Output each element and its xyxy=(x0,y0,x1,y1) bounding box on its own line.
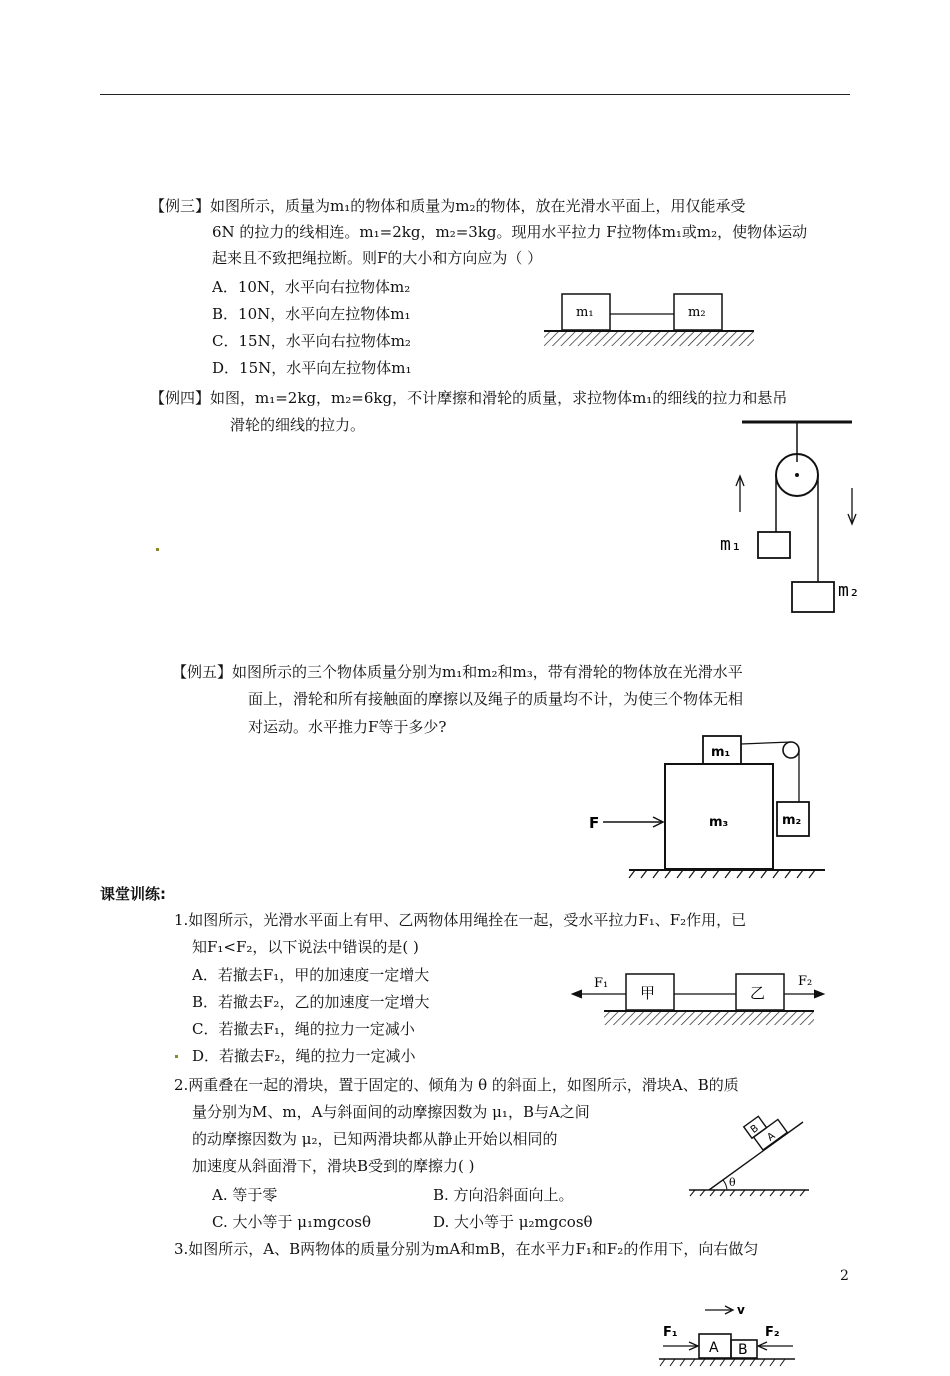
scan-dot xyxy=(175,1055,178,1058)
ex3-line3: 起来且不致把绳拉断。则F的大小和方向应为（ ） xyxy=(212,249,543,267)
q3-fig-a: A xyxy=(709,1340,719,1356)
ex3-figure xyxy=(540,290,760,352)
q2-line1: 2.两重叠在一起的滑块，置于固定的、倾角为 θ 的斜面上，如图所示，滑块A、B的质 xyxy=(174,1076,739,1094)
q1-line1: 1.如图所示，光滑水平面上有甲、乙两物体用绳拴在一起，受水平拉力F₁、F₂作用，已 xyxy=(174,911,747,929)
q2-fig-b: B xyxy=(748,1122,761,1136)
q1-option-d: D．若撤去F₂，绳的拉力一定减小 xyxy=(192,1047,416,1065)
q2-incline-figure xyxy=(685,1100,815,1200)
ex5-line1: 【例五】如图所示的三个物体质量分别为m₁和m₂和m₃，带有滑轮的物体放在光滑水平 xyxy=(172,663,743,681)
q2-option-c: C. 大小等于 μ₁mgcosθ xyxy=(212,1213,371,1231)
training-heading: 课堂训练: xyxy=(100,885,166,903)
q1-option-a: A．若撤去F₁，甲的加速度一定增大 xyxy=(192,966,430,984)
q2-option-d: D. 大小等于 μ₂mgcosθ xyxy=(433,1213,593,1231)
ex3-option-c: C．15N，水平向右拉物体m₂ xyxy=(212,332,411,350)
q3-fig-v: v xyxy=(737,1303,745,1317)
ex4-fig-m2: m₂ xyxy=(838,580,860,601)
ex5-line2: 面上，滑轮和所有接触面的摩擦以及绳子的质量均不计，为使三个物体无相 xyxy=(248,690,744,708)
q1-fig-yi: 乙 xyxy=(750,984,766,1002)
ex5-line3: 对运动。水平推力F等于多少? xyxy=(248,718,447,736)
ex5-fig-m1: m₁ xyxy=(711,745,731,760)
q2-line2: 量分别为M、m，A与斜面间的动摩擦因数为 μ₁，B与A之间 xyxy=(192,1103,590,1121)
ex3-line1: 【例三】如图所示，质量为m₁的物体和质量为m₂的物体，放在光滑水平面上，用仅能承受 xyxy=(150,197,746,215)
page-number: 2 xyxy=(840,1268,849,1284)
q2-fig-a: A xyxy=(765,1130,778,1144)
q1-fig-f2: F₂ xyxy=(798,974,813,989)
q3-figure xyxy=(655,1300,800,1370)
q2-fig-theta: θ xyxy=(729,1176,736,1189)
q2-line3: 的动摩擦因数为 μ₂，已知两滑块都从静止开始以相同的 xyxy=(192,1130,558,1148)
q3-fig-b: B xyxy=(738,1342,748,1358)
q2-line4: 加速度从斜面滑下，滑块B受到的摩擦力( ) xyxy=(192,1157,475,1175)
ex3-option-d: D．15N，水平向左拉物体m₁ xyxy=(212,359,412,377)
ex5-fig-m2: m₂ xyxy=(782,813,802,828)
ex4-fig-m1: m₁ xyxy=(720,534,742,555)
ex4-pulley-figure xyxy=(720,412,880,622)
ex3-option-a: A．10N，水平向右拉物体m₂ xyxy=(212,278,411,296)
ex3-option-b: B．10N，水平向左拉物体m₁ xyxy=(212,305,411,323)
ex3-line2: 6N 的拉力的线相连。m₁=2kg，m₂=3kg。现用水平拉力 F拉物体m₁或m₂，使物体运动 xyxy=(212,223,808,241)
q3-fig-f2: F₂ xyxy=(765,1325,780,1340)
ex3-fig-m1: m₁ xyxy=(576,305,594,320)
q1-option-b: B．若撤去F₂，乙的加速度一定增大 xyxy=(192,993,430,1011)
scan-dot xyxy=(156,548,159,551)
ex5-fig-f: F xyxy=(589,814,600,832)
header-rule xyxy=(100,94,850,95)
q1-figure xyxy=(568,968,830,1032)
q1-line2: 知F₁<F₂，以下说法中错误的是( ) xyxy=(192,938,419,956)
q3-line1: 3.如图所示，A、B两物体的质量分别为mA和mB，在水平力F₁和F₂的作用下，向右做匀 xyxy=(174,1240,759,1258)
ex5-fig-m3: m₃ xyxy=(709,815,729,830)
ex4-line1: 【例四】如图，m₁=2kg，m₂=6kg，不计摩擦和滑轮的质量，求拉物体m₁的细线的拉力和悬吊 xyxy=(150,389,788,407)
q1-fig-jia: 甲 xyxy=(640,984,656,1002)
ex3-fig-m2: m₂ xyxy=(688,305,706,320)
q2-option-b: B. 方向沿斜面向上。 xyxy=(433,1186,574,1204)
q1-option-c: C．若撤去F₁，绳的拉力一定减小 xyxy=(192,1020,415,1038)
ex4-line2: 滑轮的细线的拉力。 xyxy=(230,416,366,434)
q2-option-a: A. 等于零 xyxy=(212,1186,278,1204)
ex5-figure xyxy=(585,728,835,880)
q1-fig-f1: F₁ xyxy=(594,976,609,991)
q3-fig-f1: F₁ xyxy=(663,1325,678,1340)
